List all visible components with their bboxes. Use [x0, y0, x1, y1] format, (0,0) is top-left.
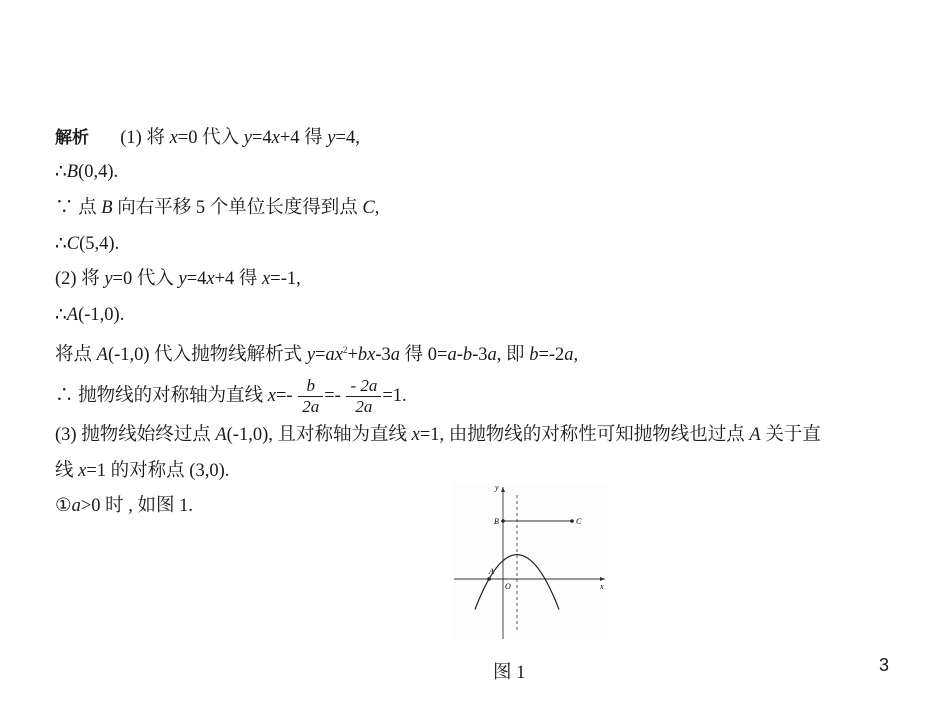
var: y [306, 345, 316, 366]
text: 将点 [55, 345, 97, 366]
text: -3 [375, 345, 391, 366]
text: =- [324, 385, 341, 406]
point-a-label: A [489, 567, 494, 576]
solution-line-5 [55, 267, 301, 291]
circled-one: ① [55, 496, 72, 516]
text: (3) 抛物线始终过点 [55, 425, 216, 445]
text: 得 0= [400, 345, 448, 366]
text: (1) 将 [120, 128, 170, 148]
solution-line-6 [55, 303, 124, 327]
var: A [96, 345, 108, 366]
solution-line-10 [55, 459, 229, 483]
var: a [564, 345, 574, 366]
text: = [315, 345, 326, 366]
text: - [456, 345, 463, 366]
var: x [411, 425, 420, 445]
text: , [374, 198, 380, 218]
var: a [390, 345, 401, 366]
var: A [215, 425, 227, 445]
point-c-label: C [576, 517, 582, 526]
text: =0 代入 [177, 128, 244, 148]
therefore-symbol: ∴ [55, 234, 67, 254]
var: a [487, 345, 497, 366]
var: b [529, 345, 539, 366]
y-axis-label: y [495, 483, 499, 492]
solution-line-9 [55, 423, 821, 447]
var: y [327, 128, 336, 148]
text: =4 [186, 269, 207, 289]
text: =- [275, 385, 293, 406]
var: A [749, 425, 761, 445]
solution-label: 解析 [55, 128, 89, 148]
therefore-symbol: ∴ [55, 305, 67, 325]
denominator: 2a [302, 397, 320, 416]
text: (-1,0), 且对称轴为直线 [226, 425, 412, 445]
y-axis-arrow-icon [501, 487, 505, 492]
var: ax [325, 345, 343, 366]
text: ∵ 点 [55, 198, 102, 218]
var: A [66, 305, 79, 325]
text: -3 [472, 345, 488, 366]
text: =4, [335, 128, 360, 148]
therefore-symbol: ∴ [55, 162, 67, 182]
text: =1. [382, 385, 407, 406]
solution-line-7 [55, 338, 578, 367]
text: =4 [251, 128, 272, 148]
numerator: - 2a [346, 376, 381, 397]
solution-line-3 [55, 196, 379, 220]
var: x [267, 385, 276, 406]
x-axis-label: x [600, 582, 604, 591]
var: y [243, 128, 252, 148]
fraction-neg2a-over-2a [346, 376, 381, 417]
var: bx [357, 345, 376, 366]
exponent: 2 [342, 345, 348, 355]
var: C [362, 198, 375, 218]
var: x [169, 128, 178, 148]
figure-caption: 图 1 [493, 663, 526, 683]
text: =1 的对称点 (3,0). [86, 461, 230, 481]
origin-label: O [505, 582, 511, 591]
text: 向右平移 5 个单位长度得到点 [112, 198, 363, 218]
text: (2) 将 [55, 269, 105, 289]
text: +4 得 [279, 128, 328, 148]
var: B [101, 198, 113, 218]
text: (-1,0) 代入抛物线解析式 [107, 345, 307, 366]
page-number: 3 [879, 655, 890, 675]
point-b-label: B [494, 517, 499, 526]
var: y [178, 269, 187, 289]
text: (5,4). [79, 234, 120, 254]
text: =0 代入 [112, 269, 179, 289]
var: B [66, 162, 79, 182]
text: , [573, 345, 579, 366]
x-axis-arrow-icon [600, 577, 605, 581]
point-b [501, 519, 505, 523]
text: , 即 [496, 345, 530, 366]
solution-line-8 [55, 376, 407, 417]
var: a [71, 496, 81, 516]
var: x [78, 461, 87, 481]
parabola-graph [452, 483, 607, 639]
var: a [447, 345, 457, 366]
text: >0 时 , 如图 1. [80, 496, 194, 516]
solution-line-4 [55, 232, 119, 256]
var: x [271, 128, 280, 148]
solution-line-2 [55, 160, 118, 184]
text: + [347, 345, 358, 366]
point-c [570, 519, 574, 523]
solution-line-11 [55, 494, 193, 518]
text: =1, 由抛物线的对称性可知抛物线也过点 [419, 425, 750, 445]
solution-line-1 [55, 126, 360, 150]
var: y [104, 269, 113, 289]
text: 关于直 [760, 425, 821, 445]
var: b [462, 345, 473, 366]
var: x [206, 269, 215, 289]
text: (-1,0). [78, 305, 125, 325]
var: C [66, 234, 80, 254]
text: =-2 [538, 345, 565, 366]
text: +4 得 [214, 269, 263, 289]
text: (0,4). [78, 162, 119, 182]
fraction-b-over-2a [298, 376, 323, 417]
var: x [262, 269, 271, 289]
text: ∴ 抛物线的对称轴为直线 [55, 385, 268, 406]
text: =-1, [270, 269, 301, 289]
numerator: b [298, 376, 323, 397]
text: 线 [55, 461, 79, 481]
denominator: 2a [355, 397, 373, 416]
figure-parabola [452, 483, 607, 639]
